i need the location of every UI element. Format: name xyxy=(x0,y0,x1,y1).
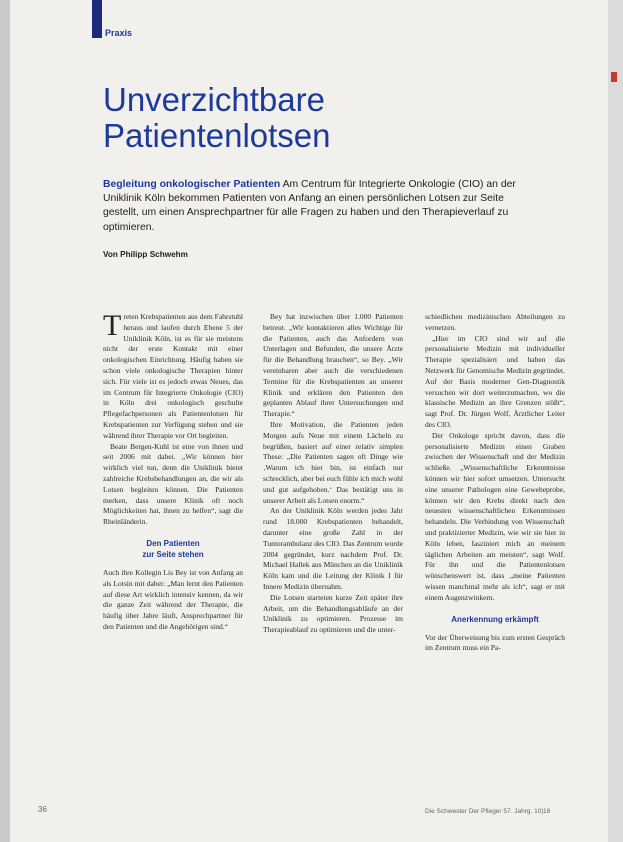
drop-cap: T xyxy=(103,309,122,342)
paragraph: Bey hat inzwischen über 1.000 Patienten betreut. „Wir kontaktieren alles Wichtige für die Patienten, auch das Anfordern von Unterlagen und Befunden, die unsere Ärzte für die Behandlung brauchen“, so Bey. „Wir vereinbaren aber auch die verschiedenen Termine für die Krebspatienten an unserer Klinik und erklären den Patienten den geplanten Ablauf ihrer Untersuchungen und Therapie.“ xyxy=(263,312,403,419)
paragraph: Auch ihre Kollegin Lis Bey ist von Anfang an als Lotsin mit dabei: „Man lernt den Patienten auf diese Art wirklich intensiv kennen, da wir die ganze Zeit während der Therapie, die häufig über Jahre läuft, Ansprechpartner für den Patienten und die Angehörigen sind.“ xyxy=(103,567,243,631)
page-number: 36 xyxy=(38,805,47,814)
next-page-edge xyxy=(608,0,623,842)
section-color-tab xyxy=(92,0,102,38)
text-column-3 xyxy=(425,312,565,654)
paragraph: Vor der Überweisung bis zum ersten Gespräch im Zentrum muss ein Pa- xyxy=(425,632,565,653)
lead-kicker: Begleitung onkologischer Patienten xyxy=(103,179,281,190)
article-title: Unverzichtbare Patientenlotsen xyxy=(103,81,331,154)
text-column-1 xyxy=(103,309,243,633)
paragraph: schiedlichen medizinischen Abteilungen zu vernetzen. xyxy=(425,312,565,332)
lead-text: Am Centrum für Integrierte Onkologie (CIO) an der Uniklinik Köln bekommen Patienten von Anfang an einen persönlichen Lotsen zur Seite gestellt, um einen Ansprechpartner für alle Fragen zu haben und den Therapieverlauf zu optimieren. xyxy=(103,179,516,233)
article-byline: Von Philipp Schwehm xyxy=(103,250,188,259)
section-label: Praxis xyxy=(105,28,133,38)
paragraph: Ihre Motivation, die Patienten jeden Morgen aufs Neue mit einem Lächeln zu begrüßen, basiert auf einer relativ simplen These: „Die Patienten sagen oft Dinge wie ‚Warum ich hier bin, ist einfach nur schrecklich, aber bei euch fühle ich mich wohl und gut aufgehoben.‘ Das bestätigt uns in unserer Arbeit als Lotsen enorm.“ xyxy=(263,419,403,505)
text-column-2 xyxy=(263,312,403,636)
footer-source: Die Schwester Der Pfleger 57. Jahrg. 10|18 xyxy=(425,808,551,815)
subheading: Den Patienten zur Seite stehen xyxy=(142,538,204,559)
page-edge-tab-marker xyxy=(611,72,617,82)
article-lead xyxy=(103,178,523,235)
paragraph: Der Onkologe spricht davon, dass die personalisierte Medizin einen Graben zwischen der Wissenschaft und der Medizin schließe. „Wissenschaftliche Erkenntnisse können wir hier sofort umsetzen. Untersucht eine unserer Pathologen eine Gewebeprobe, können wir den Krebs direkt nach den neuesten wissenschaftlichen Erkenntnissen behandeln. Die Verbindung von Wissenschaft und praktizierter Medizin, wie wir sie hier in Köln leben, fasziniert mich an meinem täglichen Arbeiten am meisten“, sagt Wolf. Für ihn und die Patientenlotsen wünschenswert ist, dass „meine Patienten wissen manchmal mehr als ich“, sagt er mit einem Augenzwinkern. xyxy=(425,430,565,602)
paragraph: reten Krebspatienten aus dem Fahrstuhl heraus und laufen durch Ebene 5 der Uniklinik Köln, ist es für sie meistens nicht der erste Kontakt mit einer onkologischen Einrichtung. Häufig haben sie schon viele onkologische Therapien hinter sich. Für viele ist es jedoch etwas Neues, das im Centrum für Integrierte Onkologie (CIO) in Köln drei onkologisch geschulte Pflegefachpersonen als Patientenlotsen für Krebspatienten zur Verfügung stehen und sie während ihrer Therapie vor Ort begleiten. xyxy=(103,312,243,440)
paragraph: Die Lotsen starteten kurze Zeit später ihre Arbeit, um die Behandlungsabläufe an der Uniklinik zu optimieren. Prozesse im Therapieablauf zu optimieren und die unter- xyxy=(263,592,403,635)
paragraph: Beate Bergen-Kuhl ist eine von ihnen und seit 2006 mit dabei. „Wir können hier wirklich viel tun, denn die Uniklinik bietet zahlreiche Krebsbehandlungen an, die wir als Lotsen begleiten können. Die Patienten merken, dass unsere Klinik oft noch Möglichkeiten hat, ihnen zu helfen“, sagt die Rheinländerin. xyxy=(103,441,243,527)
subheading: Anerkennung erkämpft xyxy=(451,614,539,624)
paragraph: An der Uniklinik Köln werden jedes Jahr rund 18.000 Krebspatienten behandelt, darunter eine große Zahl in der Tumorambulanz des CIO. Das Zentrum wurde 2004 gegründet, kurz nachdem Prof. Dr. Michael Hallek aus München an die Uniklinik Köln kam und die Leitung der Klinik I für Innere Medizin übernahm. xyxy=(263,506,403,591)
paragraph: „Hier im CIO sind wir auf die personalisierte Medizin mit individueller Therapie spezialisiert und haben das Netzwerk für Genomische Medizin gegründet. Auf der Basis moderner Gen-Diagnostik versuchen wir dort weiterzumachen, wo die klassische Medizin an ihre Grenzen stößt“, sagt Prof. Dr. Jürgen Wolf, Ärztlicher Leiter des CIO. xyxy=(425,333,565,429)
